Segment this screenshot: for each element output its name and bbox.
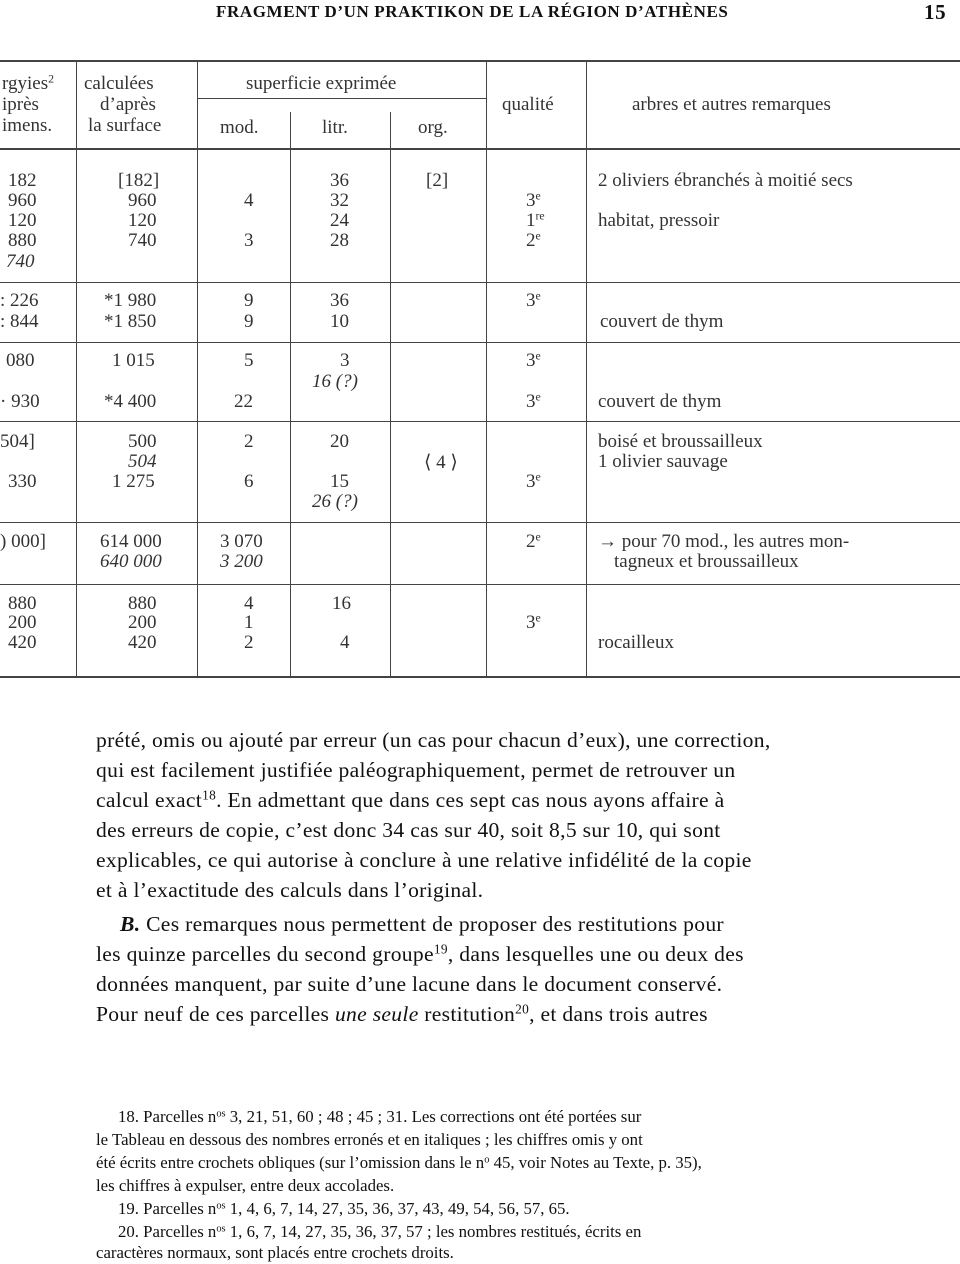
table-cell: : 226: [0, 290, 39, 311]
group-rule: [0, 342, 960, 343]
superficie-header: superficie exprimée: [246, 73, 397, 94]
footnote-18: [118, 1107, 641, 1127]
footnote-superscript: o: [484, 1154, 490, 1166]
superficie-rule: [198, 98, 486, 99]
table-cell: [526, 471, 541, 493]
quality-suffix: re: [535, 209, 545, 223]
footnote-ref: 18: [202, 787, 217, 803]
table-cell: *1 850: [104, 311, 157, 332]
table-cell: boisé et broussailleux: [598, 431, 763, 452]
quality-suffix: e: [535, 229, 541, 243]
quality-value: 3: [526, 612, 536, 633]
table-cell: [526, 350, 541, 372]
table-cell: ⟨ 4 ⟩: [424, 452, 458, 473]
footnote-superscript: os: [216, 1108, 226, 1120]
col1-header: [2, 73, 54, 136]
table-cell: 420: [128, 632, 157, 653]
table-cell: : 844: [0, 311, 39, 332]
table-cell: tagneux et broussailleux: [614, 551, 799, 572]
table-cell: 1 015: [112, 350, 155, 371]
quality-value: 2: [526, 230, 536, 251]
table-cell: 504: [128, 451, 157, 472]
body-line: et à l’exactitude des calculs dans l’original.: [96, 878, 484, 902]
footnote-ref: 19: [433, 941, 448, 957]
body-line: qui est facilement justifiée paléographiquement, permet de retrouver un: [96, 758, 736, 782]
col-divider-4: [390, 112, 391, 676]
table-cell: 500: [128, 431, 157, 452]
body-line: [120, 912, 724, 937]
table-cell: 1: [244, 612, 254, 633]
body-line: [96, 788, 724, 813]
body-line: explicables, ce qui autorise à conclure à une relative infidélité de la copie: [96, 848, 752, 872]
table-cell: 6: [244, 471, 254, 492]
table-cell: couvert de thym: [600, 311, 724, 332]
col1-header-line: rgyies: [2, 73, 49, 94]
footnote-superscript: os: [216, 1223, 226, 1235]
qualite-header: qualité: [502, 94, 554, 115]
col2-header: [84, 73, 161, 136]
col-divider-3: [290, 112, 291, 676]
group-rule: [0, 584, 960, 585]
table-cell: *1 980: [104, 290, 157, 311]
table-cell: 16 (?): [312, 371, 358, 392]
table-cell: 28: [330, 230, 349, 251]
footnote-ref: 2: [48, 72, 54, 86]
footnote-line: les chiffres à expulser, entre deux accolades.: [96, 1176, 395, 1195]
table-cell: 5: [244, 350, 254, 371]
table-cell: 4: [244, 593, 254, 614]
table-cell: 26 (?): [312, 491, 358, 512]
table-cell: [182]: [118, 170, 160, 191]
emphasis: une seule: [334, 1002, 419, 1026]
table-cell: 960: [128, 190, 157, 211]
table-cell: [526, 230, 541, 252]
footnote-fragment: 1, 6, 7, 14, 27, 35, 36, 37, 57 ; les nombres restitués, écrits en: [225, 1222, 642, 1241]
table-cell: 740: [6, 251, 35, 272]
footnote-20: [118, 1222, 641, 1242]
table-cell: 120: [8, 210, 37, 231]
table-cell: 4: [244, 190, 254, 211]
quality-suffix: e: [535, 390, 541, 404]
table-cell: 614 000: [100, 531, 162, 552]
col1-header-line: iprès: [2, 94, 39, 115]
table-cell: 9: [244, 290, 254, 311]
mod-header: mod.: [220, 117, 259, 138]
body-line: [96, 1002, 708, 1027]
table-cell: 36: [330, 170, 349, 191]
quality-value: 3: [526, 391, 536, 412]
table-cell: 2: [244, 632, 254, 653]
table-cell: 504]: [0, 431, 35, 452]
quality-suffix: e: [535, 470, 541, 484]
table-cell: 640 000: [100, 551, 162, 572]
table-cell: 420: [8, 632, 37, 653]
table-cell: 200: [8, 612, 37, 633]
table-cell: 1 275: [112, 471, 155, 492]
table-cell: [2]: [426, 170, 449, 191]
footnote-fragment: été écrits entre crochets obliques (sur l’omission dans le n: [96, 1153, 485, 1172]
remarques-header: arbres et autres remarques: [632, 94, 831, 115]
table-cell: 880: [8, 593, 37, 614]
table-cell: 3: [244, 230, 254, 251]
footnote-line: le Tableau en dessous des nombres erronés et en italiques ; les chiffres omis y ont: [96, 1130, 643, 1149]
table-cell: 182: [8, 170, 37, 191]
table-top-rule: [0, 60, 960, 62]
header-bottom-rule: [0, 148, 960, 150]
table-cell: 4: [340, 632, 350, 653]
table-cell: 9: [244, 311, 254, 332]
quality-value: 3: [526, 350, 536, 371]
table-cell: 20: [330, 431, 349, 452]
quality-value: 2: [526, 531, 536, 552]
table-cell: 3: [340, 350, 350, 371]
table-bottom-rule: [0, 676, 960, 678]
table-cell: 080: [6, 350, 35, 371]
table-cell: 1 olivier sauvage: [598, 451, 728, 472]
table-cell: 36: [330, 290, 349, 311]
quality-value: 3: [526, 471, 536, 492]
body-fragment: les quinze parcelles du second groupe: [96, 942, 434, 966]
table-cell: [526, 612, 541, 634]
table-cell: 32: [330, 190, 349, 211]
table-cell: 3 070: [220, 531, 263, 552]
body-line: prété, omis ou ajouté par erreur (un cas pour chacun d’eux), une correction,: [96, 728, 771, 752]
body-fragment: . En admettant que dans ces sept cas nous ayons affaire à: [216, 788, 725, 812]
footnote-fragment: 19. Parcelles n: [118, 1199, 217, 1218]
body-line: des erreurs de copie, c’est donc 34 cas sur 40, soit 8,5 sur 10, qui sont: [96, 818, 721, 842]
table-cell: [526, 290, 541, 312]
footnote-fragment: 45, voir Notes au Texte, p. 35),: [489, 1153, 702, 1172]
quality-value: 3: [526, 190, 536, 211]
table-cell: 3 200: [220, 551, 263, 572]
table-cell: 24: [330, 210, 349, 231]
table-cell: 2 oliviers ébranchés à moitié secs: [598, 170, 853, 191]
org-header: org.: [418, 117, 448, 138]
table-cell: 880: [128, 593, 157, 614]
body-fragment: restitution: [418, 1002, 516, 1026]
col2-header-line: la surface: [88, 115, 162, 136]
col1-header-line: imens.: [2, 115, 53, 136]
body-fragment: calcul exact: [96, 788, 203, 812]
table-cell: · 930: [0, 391, 40, 412]
quality-value: 1: [526, 210, 536, 231]
table-cell: rocailleux: [598, 632, 674, 653]
table-cell: [526, 531, 541, 553]
footnote-fragment: 20. Parcelles n: [118, 1222, 217, 1241]
body-line: données manquent, par suite d’une lacune dans le document conservé.: [96, 972, 723, 996]
table-cell: 200: [128, 612, 157, 633]
section-marker: B.: [120, 912, 141, 936]
group-rule: [0, 522, 960, 523]
body-line: [96, 942, 744, 967]
body-fragment: Pour neuf de ces parcelles: [96, 1002, 335, 1026]
table-cell: 740: [128, 230, 157, 251]
table-cell: 16: [332, 593, 351, 614]
footnote-fragment: 18. Parcelles n: [118, 1107, 217, 1126]
footnote-line: [96, 1153, 702, 1173]
footnote-ref: 20: [515, 1001, 530, 1017]
body-fragment: Ces remarques nous permettent de proposer des restitutions pour: [140, 912, 724, 936]
table-cell: → pour 70 mod., les autres mon-: [598, 531, 850, 552]
table-cell: 22: [234, 391, 253, 412]
table-cell: 2: [244, 431, 254, 452]
body-fragment: , dans lesquelles une ou deux des: [447, 942, 744, 966]
table-cell: 880: [8, 230, 37, 251]
group-rule: [0, 421, 960, 422]
table-cell: 15: [330, 471, 349, 492]
quality-suffix: e: [535, 189, 541, 203]
quality-suffix: e: [535, 289, 541, 303]
table-cell: 10: [330, 311, 349, 332]
table-cell: 330: [8, 471, 37, 492]
table-cell: couvert de thym: [598, 391, 722, 412]
footnote-19: [118, 1199, 570, 1219]
table-cell: 960: [8, 190, 37, 211]
quality-suffix: e: [535, 611, 541, 625]
quality-value: 3: [526, 290, 536, 311]
page-number: 15: [924, 0, 947, 24]
footnote-fragment: 3, 21, 51, 60 ; 48 ; 45 ; 31. Les corrections ont été portées sur: [225, 1107, 642, 1126]
footnote-superscript: os: [216, 1200, 226, 1212]
footnote-line: caractères normaux, sont placés entre crochets droits.: [96, 1243, 454, 1262]
quality-suffix: e: [535, 349, 541, 363]
table-cell: 120: [128, 210, 157, 231]
col2-header-line: calculées: [84, 73, 154, 94]
table-cell: ) 000]: [0, 531, 46, 552]
litr-header: litr.: [322, 117, 348, 138]
body-fragment: , et dans trois autres: [529, 1002, 708, 1026]
col2-header-line: d’après: [100, 94, 156, 115]
table-cell: habitat, pressoir: [598, 210, 720, 231]
quality-suffix: e: [535, 530, 541, 544]
table-cell: *4 400: [104, 391, 157, 412]
group-rule: [0, 282, 960, 283]
table-cell: [526, 391, 541, 413]
running-title: FRAGMENT D’UN PRAKTIKON DE LA RÉGION D’ATHÈNES: [216, 2, 729, 21]
footnote-fragment: 1, 4, 6, 7, 14, 27, 35, 36, 37, 43, 49, 54, 56, 57, 65.: [225, 1199, 570, 1218]
